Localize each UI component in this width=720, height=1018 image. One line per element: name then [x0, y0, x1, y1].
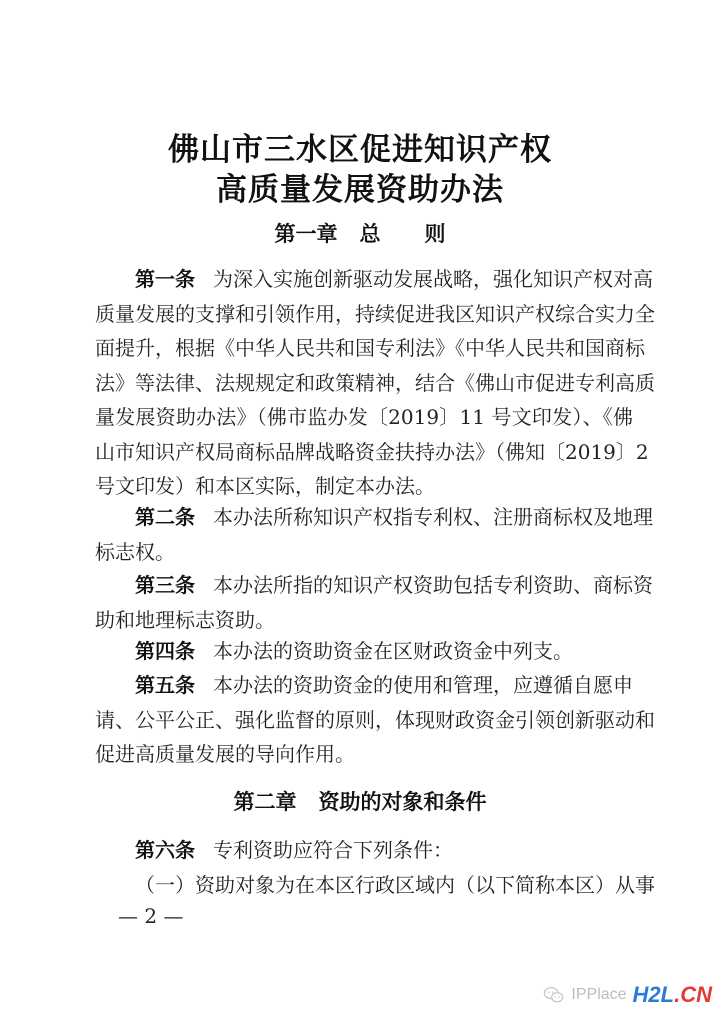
- article-5-line-3: 促进高质量发展的导向作用。: [95, 742, 355, 766]
- article-1-line-2: 质量发展的支撑和引领作用，持续促进我区知识产权综合实力全: [95, 301, 655, 326]
- article-1-line-6: 山市知识产权局商标品牌战略资金扶持办法》（佛知〔2019〕2: [95, 439, 649, 464]
- article-1-line-7: 号文印发）和本区实际，制定本办法。: [95, 474, 435, 498]
- article-3-label: 第三条: [135, 573, 195, 597]
- document-title-line1: 佛山市三水区促进知识产权: [168, 132, 552, 168]
- article-5-label: 第五条: [135, 673, 195, 697]
- article-1: [95, 262, 655, 504]
- article-5-line-2: 请、公平公正、强化监督的原则，体现财政资金引领创新驱动和: [95, 707, 655, 732]
- watermark-text: IPPlace: [571, 986, 627, 1003]
- article-2: [95, 500, 653, 569]
- article-6: [95, 833, 655, 902]
- chapter2-title: 资助的对象和条件: [318, 789, 487, 814]
- clause-1-line: （一）资助对象为在本区行政区域内（以下简称本区）从事: [135, 872, 655, 897]
- article-6-label: 第六条: [135, 838, 195, 862]
- article-5: [95, 668, 655, 772]
- article-3-line-1: 第三条 本办法所指的知识产权资助包括专利资助、商标资: [135, 573, 653, 597]
- chapter2-heading: [0, 786, 720, 816]
- site-logo: [633, 982, 712, 1008]
- article-4: [95, 634, 633, 669]
- watermark: [543, 980, 712, 1010]
- chapter2-number: 第二章: [233, 789, 297, 814]
- wechat-icon: [543, 984, 565, 1006]
- article-1-line-5: 量发展资助办法》（佛市监办发〔2019〕11 号文印发）、《佛: [95, 405, 633, 429]
- site-logo-h2l: H2L: [632, 982, 675, 1007]
- article-5-line-1: 第五条 本办法的资助资金的使用和管理，应遵循自愿申: [135, 673, 633, 697]
- chapter1-title-part2: 则: [424, 221, 446, 246]
- document-title-line2: 高质量发展资助办法: [216, 172, 504, 208]
- article-2-label: 第二条: [135, 505, 195, 529]
- article-3-line-2: 助和地理标志资助。: [95, 607, 275, 632]
- site-logo-cn: .CN: [674, 982, 712, 1007]
- chapter1-heading: [0, 218, 720, 248]
- article-2-line-2: 标志权。: [95, 539, 175, 564]
- article-1-label: 第一条: [135, 267, 195, 291]
- chapter1-title-part1: 总: [359, 221, 381, 246]
- article-6-line-1: 第六条 专利资助应符合下列条件：: [135, 838, 453, 862]
- article-3: [95, 568, 653, 637]
- article-4-label: 第四条: [135, 639, 195, 663]
- article-1-line-4: 法》等法律、法规规定和政策精神，结合《佛山市促进专利高质: [95, 370, 655, 395]
- page-number: — 2 —: [118, 904, 184, 928]
- article-1-line-3: 面提升，根据《中华人民共和国专利法》《中华人民共和国商标: [95, 336, 645, 360]
- article-1-line-1: 第一条 为深入实施创新驱动发展战略，强化知识产权对高: [135, 267, 653, 291]
- chapter1-number: 第一章: [274, 221, 338, 246]
- article-2-line-1: 第二条 本办法所称知识产权指专利权、注册商标权及地理: [135, 505, 653, 529]
- article-4-line-1: 第四条 本办法的资助资金在区财政资金中列支。: [135, 639, 573, 663]
